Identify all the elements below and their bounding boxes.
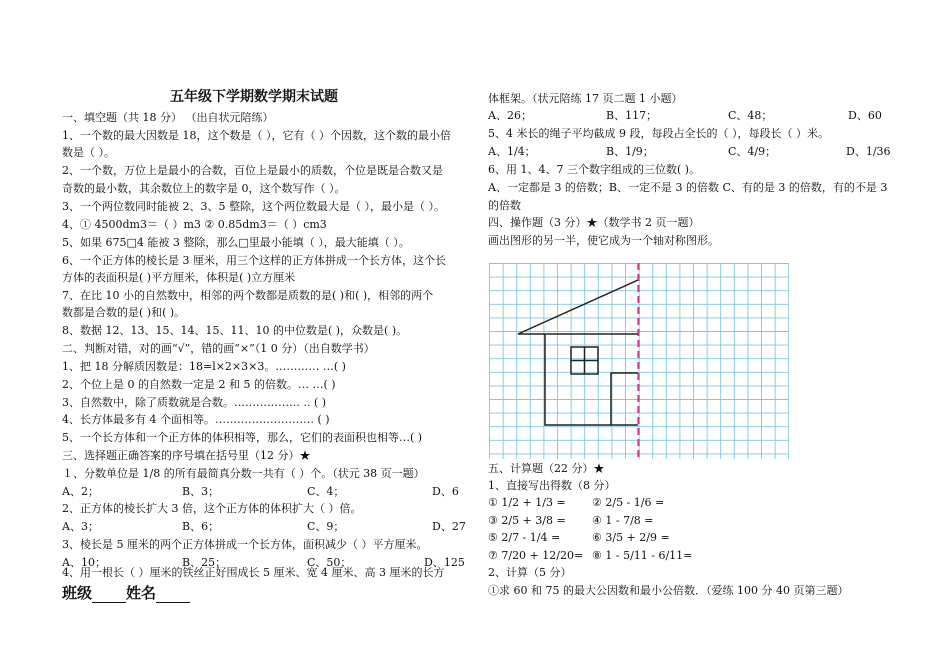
calc-item: ⑧ 1 - 5/11 - 6/11= [592,549,693,562]
question-text: 画出图形的另一半，使它成为一个轴对称图形。 [488,234,719,247]
option: D、125 [424,556,465,569]
calc-item: ② 2/5 - 1/6 = [592,496,665,509]
option: C、4； [307,485,345,498]
section-calculation: 五、计算题（22 分）★ [488,462,605,475]
class-label: 班级 [62,584,93,602]
option: A、1/4； [488,145,536,158]
question-text: 2、计算（5 分） [488,566,572,579]
option: C、50； [307,556,352,569]
name-blank[interactable] [156,588,190,603]
question-text: 2、一个数，万位上是最小的合数，百位上是最小的质数，个位是既是合数又是 [62,164,443,177]
student-info [62,582,190,603]
question-text: 1、一个数的最大因数是 18，这个数是（ ），它有（ ）个因数，这个数的最小倍 [62,129,451,142]
door-outline [611,373,638,425]
section-choice: 三、选择题正确答案的序号填在括号里（12 分）★ [62,449,311,462]
question-text: 5、如果 675□4 能被 3 整除，那么□里最小能填（ ），最大能填（ ）。 [62,236,410,249]
option: A、3； [62,520,99,533]
choice-options: 的倍数 [488,199,521,212]
option: B、6； [182,520,220,533]
calc-item: ⑥ 3/5 + 2/9 = [592,531,670,544]
question-text: 6、一个正方体的棱长是 3 厘米，用三个这样的正方体拼成一个长方体，这个长 [62,254,446,267]
option: B、25； [182,556,227,569]
page-title: 五年级下学期数学期末试题 [170,89,338,105]
judge-item: 2、个位上是 0 的自然数一定是 2 和 5 的倍数。… …( ) [62,378,336,391]
option: A、2； [62,485,99,498]
option: B、3； [182,485,220,498]
class-blank[interactable] [92,588,126,603]
option: A、26； [488,109,532,122]
calc-item: ③ 2/5 + 3/8 = [488,514,566,527]
option: C、9； [307,520,345,533]
calc-item: ⑦ 7/20 + 12/20= [488,549,584,562]
option: D、1/36 [846,145,891,158]
choice-question: 2、正方体的棱长扩大 3 倍，这个正方体的体积扩大（ ）倍。 [62,502,362,515]
question-text: 数是（ ）。 [62,146,115,159]
judge-item: 5、一个长方体和一个正方体的体积相等，那么，它们的表面积也相等…( ) [62,431,423,444]
question-text: 4、① 4500dm3＝（ ）m3 ② 0.85dm3＝（ ）cm3 [62,218,327,231]
name-label: 姓名 [126,584,157,602]
judge-item: 3、自然数中，除了质数就是合数。……………… .. ( ) [62,396,327,409]
question-text: 8、数据 12、13、15、14、15、11、10 的中位数是( )，众数是( )。 [62,324,408,337]
question-text: 7、在比 10 小的自然数中，相邻的两个数都是质数的是( )和( )，相邻的两个 [62,289,434,302]
judge-item: 4、长方体最多有 4 个面相等。……………………… ( ) [62,413,330,426]
section-operation: 四、操作题（3 分）★（数学书 2 页一题） [488,216,700,229]
option: C、48； [728,109,773,122]
question-text: 3、一个两位数同时能被 2、3、5 整除，这个两位数最大是（ ），最小是（ ）。 [62,200,445,213]
choice-options: A、一定都是 3 的倍数；B、一定不是 3 的倍数 C、有的是 3 的倍数，有的不是 3 [488,181,888,194]
calc-item: ① 1/2 + 1/3 = [488,496,566,509]
half-house-drawing [518,280,638,425]
option: D、6 [432,485,459,498]
option: D、27 [432,520,466,533]
option: C、4/9； [728,145,777,158]
option: B、1/9； [606,145,654,158]
question-text: 方体的表面积是( )平方厘米，体积是( )立方厘米 [62,271,296,284]
question-text: 体框架。（状元陪练 17 页二题 1 小题） [488,92,683,105]
choice-question: 3、棱长是 5 厘米的两个正方体拼成一个长方体，面积减少（ ）平方厘米。 [62,538,428,551]
option: A、10； [62,556,106,569]
choice-question: 5、4 米长的绳子平均截成 9 段，每段占全长的（ ），每段长（ ）米。 [488,127,829,140]
option: D、60 [848,109,882,122]
calc-item: ⑤ 2/7 - 1/4 = [488,531,561,544]
symmetry-grid-figure [489,263,789,459]
calc-item: ④ 1 - 7/8 = [592,514,654,527]
choice-question: 6、用 1、4、7 三个数字组成的三位数( )。 [488,163,701,176]
section-fill-blank: 一、填空题（共 18 分） （出自状元陪练） [62,111,274,124]
question-text: ①求 60 和 75 的最大公因数和最小公倍数．（爱练 100 分 40 页第三题） [488,584,849,597]
choice-question: １、分数单位是 1/8 的所有最简真分数一共有（ ）个。（状元 38 页一题） [62,467,425,480]
choice-question: 4、用一根长（ ）厘米的铁丝正好围成长 5 厘米、宽 4 厘米、高 3 厘米的长方 [62,566,445,579]
roof-line [518,280,638,334]
judge-item: 1、把 18 分解质因数是：18=l×2×3×3。………… …( ) [62,360,346,373]
question-text: 数都是合数的是( )和( )。 [62,306,186,319]
option: B、117； [606,109,658,122]
question-text: 1、直接写出得数（8 分） [488,479,616,492]
section-true-false: 二、判断对错，对的画“√”，错的画“×”（1 0 分）（出自数学书） [62,342,375,355]
question-text: 奇数的最小数，其余数位上的数字是 0，这个数写作（ ）。 [62,182,346,195]
